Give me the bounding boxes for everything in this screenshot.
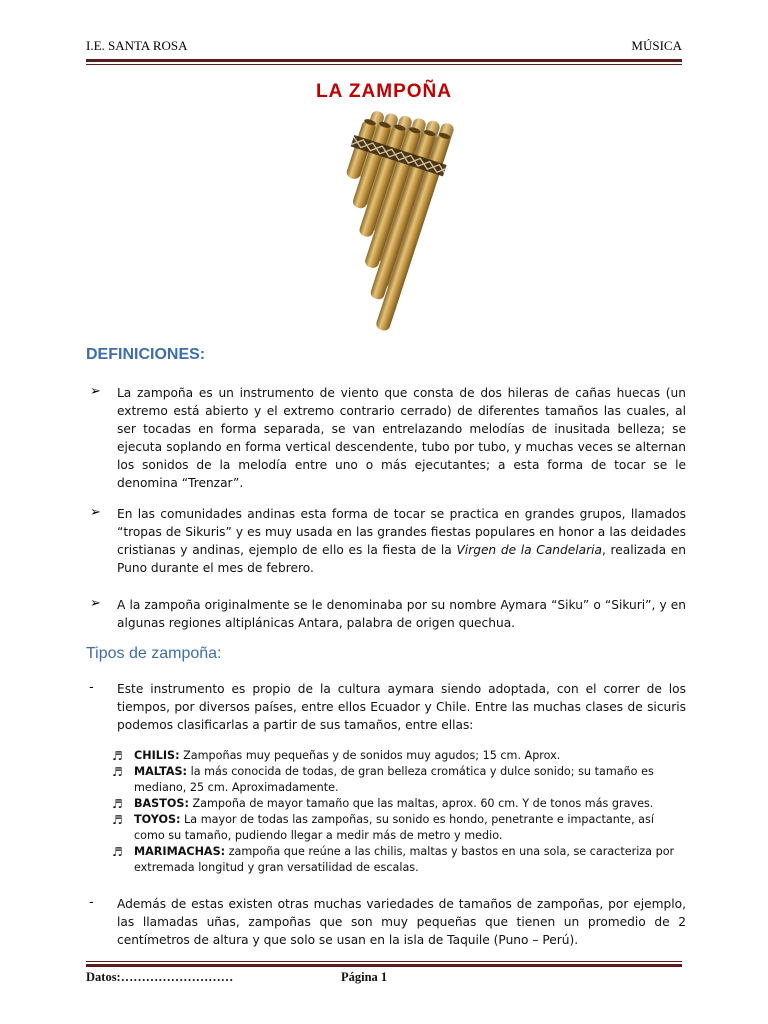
list-item [112, 796, 688, 812]
header-rule [86, 59, 682, 62]
list-item [112, 812, 688, 844]
subject-name: MÚSICA [631, 38, 682, 53]
datos-label: Datos:……………………… [86, 970, 234, 984]
type-desc: Zampoña de mayor tamaño que las maltas, aprox. 60 cm. Y de tonos más graves. [188, 797, 654, 810]
page-header [86, 38, 682, 60]
definition-2-italic: Virgen de la Candelaria [456, 543, 602, 557]
dash-bullet: - [89, 895, 94, 910]
tipos-heading: Tipos de zampoña: [86, 645, 222, 662]
arrow-bullet-icon: ➢ [90, 384, 101, 399]
pan-flute-image [290, 110, 460, 350]
footer-rule-thin [86, 961, 682, 962]
footer-rule [86, 964, 682, 967]
tipos-closing-paragraph: Además de estas existen otras muchas variedades de tamaños de zampoñas, por ejemplo, las llamadas uñas, zampoñas que son muy pequeñas que tienen un promedio de 2 centímetros de altura y que solo se usan en la isla de Taquile (Puno – Perú). [117, 897, 686, 947]
type-name: MALTAS: [134, 765, 188, 778]
music-note-icon: ♬ [112, 797, 123, 811]
music-note-icon: ♬ [112, 845, 123, 859]
type-desc: Zampoñas muy pequeñas y de sonidos muy agudos; 15 cm. Aprox. [179, 749, 561, 762]
type-name: MARIMACHAS: [134, 845, 226, 858]
header-rule-thin [86, 64, 682, 65]
type-name: BASTOS: [134, 797, 189, 810]
definition-paragraph-1: La zampoña es un instrumento de viento que consta de dos hileras de cañas huecas (un extremo está abierto y el extremo contrario cerrado) de diferentes tamaños las cuales, al ser tocadas en forma separada, se van entrelazando melodías de inusitada belleza; se ejecuta soplando en forma vertical descendente, tubo por tubo, y muchas veces se alternan los sonidos de la melodía entre uno o más ejecutantes; a esta forma de tocar se le denomina “Trenzar”. [117, 386, 686, 490]
music-note-icon: ♬ [112, 749, 123, 763]
page-number: Página 1 [341, 970, 388, 984]
arrow-bullet-icon: ➢ [90, 505, 101, 520]
definition-2-text-a: En las comunidades andinas esta forma de tocar se practica en grandes grupos, llamados “tropas de Sikuris” y es muy usada en las grandes fiestas populares en honor a las deidades cristianas y andinas, ejemplo de ello es la fiesta de la [117, 507, 686, 557]
type-name: CHILIS: [134, 749, 180, 762]
page-title: LA ZAMPOÑA [316, 81, 452, 102]
type-desc: La mayor de todas las zampoñas, su sonido es hondo, penetrante e impactante, así como su tamaño, pudiendo llegar a medir más de metro y medio. [134, 813, 654, 842]
definition-2-text-b: , realizada en Puno durante el mes de febrero. [117, 543, 686, 575]
zampona-types-list [112, 748, 688, 876]
definition-paragraph-3: A la zampoña originalmente se le denominaba por su nombre Aymara “Siku” o “Sikuri”, y en algunas regiones altiplánicas Antara, palabra de origen quechua. [117, 598, 686, 630]
school-name: I.E. SANTA ROSA [86, 38, 188, 53]
list-item [112, 748, 688, 764]
arrow-bullet-icon: ➢ [90, 596, 101, 611]
type-desc: la más conocida de todas, de gran belleza cromática y dulce sonido; su tamaño es mediano, 25 cm. Aproximadamente. [134, 765, 654, 794]
list-item [112, 844, 688, 876]
music-note-icon: ♬ [112, 813, 123, 827]
dash-bullet: - [89, 680, 94, 695]
tipos-intro-paragraph: Este instrumento es propio de la cultura aymara siendo adoptada, con el correr de los tiempos, por diversos países, entre ellos Ecuador y Chile. Entre las muchas clases de sicuris podemos clasificarlas a partir de sus tamaños, entre ellas: [117, 682, 686, 732]
definition-paragraph-2 [117, 505, 686, 577]
definiciones-heading: DEFINICIONES: [86, 346, 206, 363]
type-name: TOYOS: [134, 813, 181, 826]
music-note-icon: ♬ [112, 765, 123, 779]
list-item [112, 764, 688, 796]
type-desc: zampoña que reúne a las chilis, maltas y bastos en una sola, se caracteriza por extremada longitud y gran versatilidad de escalas. [134, 845, 675, 874]
